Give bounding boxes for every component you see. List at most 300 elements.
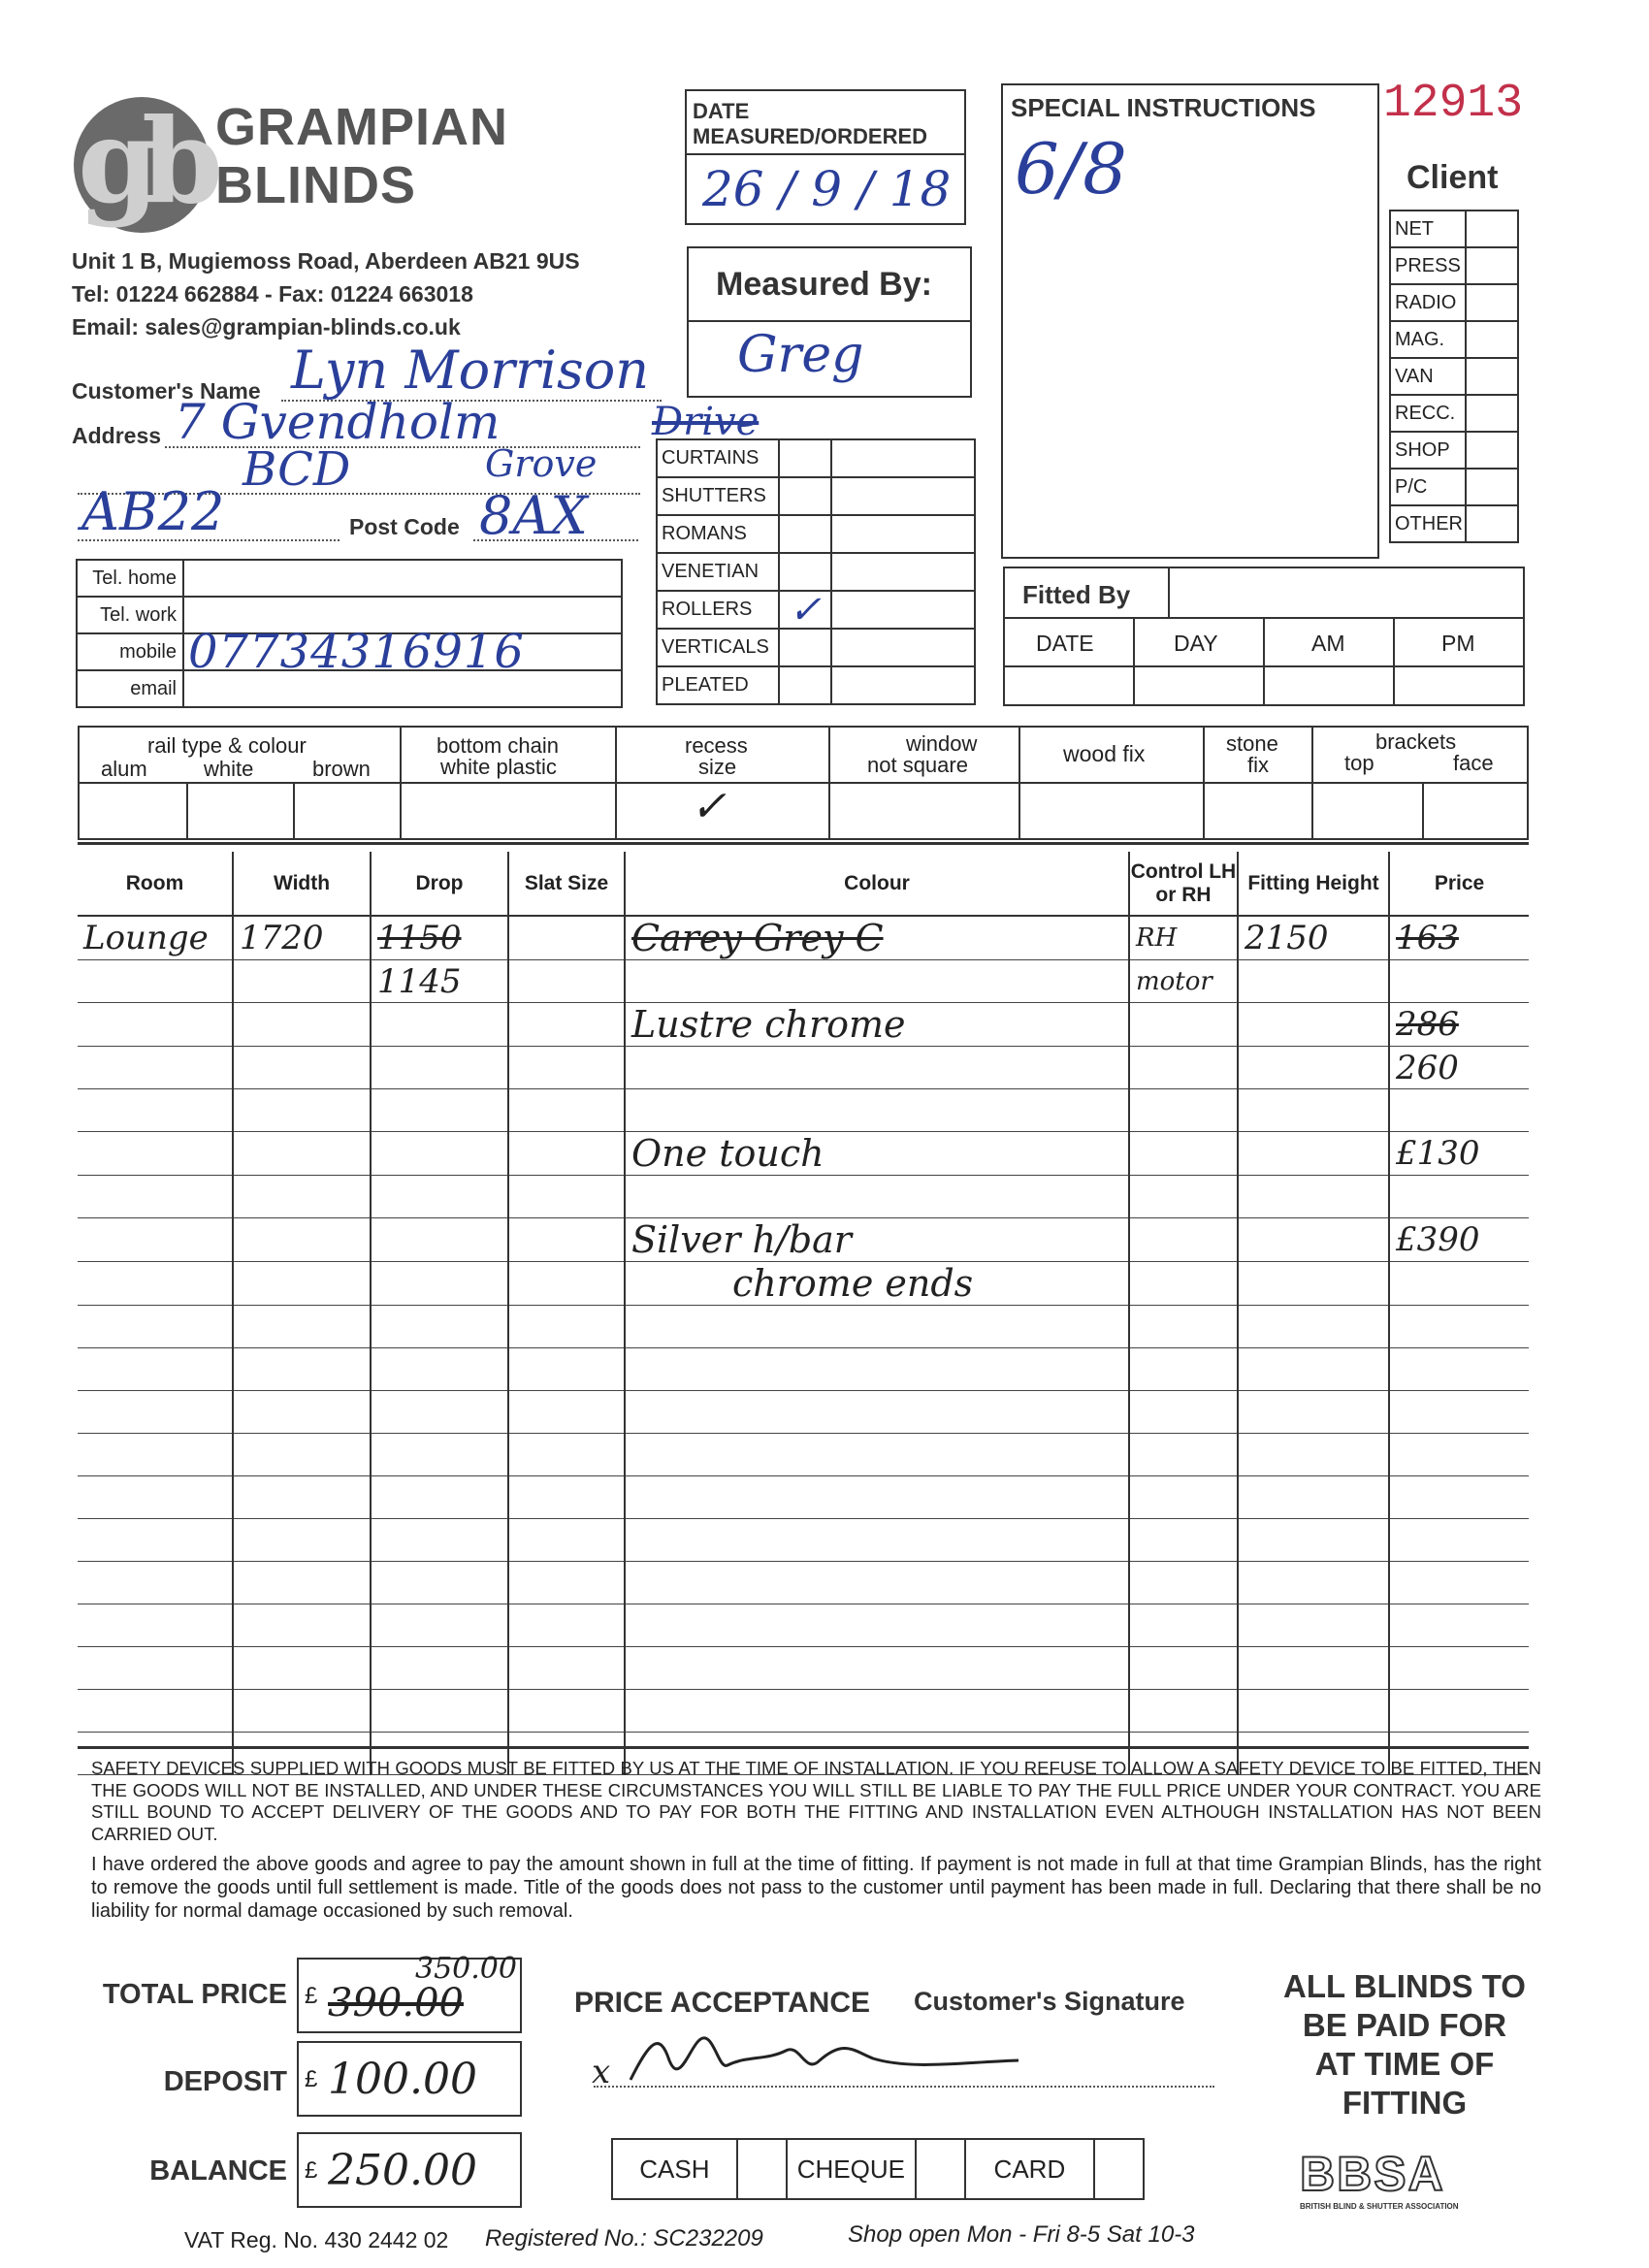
- order-cell-colour[interactable]: Silver h/bar: [625, 1218, 1129, 1262]
- product-type-row: [657, 629, 975, 666]
- payment-cash[interactable]: CASH: [612, 2139, 737, 2199]
- order-cell-drop[interactable]: [371, 1690, 508, 1733]
- order-cell-colour[interactable]: [625, 1604, 1129, 1647]
- order-cell-drop[interactable]: [371, 1391, 508, 1434]
- order-cell-width[interactable]: [233, 1690, 371, 1733]
- order-cell-drop[interactable]: [371, 1604, 508, 1647]
- order-cell-height[interactable]: [1238, 1089, 1389, 1132]
- product-type-table: [656, 438, 976, 705]
- registered-number: Registered No.: SC232209: [485, 2225, 763, 2252]
- order-cell-colour[interactable]: [625, 1176, 1129, 1218]
- order-cell-drop[interactable]: [371, 1132, 508, 1176]
- order-cell-control[interactable]: RH: [1129, 916, 1238, 960]
- order-cell-colour[interactable]: [625, 960, 1129, 1003]
- customer-name-value: Lyn Morrison: [291, 340, 650, 401]
- bottom-chain-label-2: white plastic: [440, 755, 557, 779]
- order-cell-drop[interactable]: [371, 1047, 508, 1089]
- client-option-checkbox[interactable]: [1466, 321, 1518, 358]
- fitted-by-box: [1003, 567, 1525, 706]
- product-type-label: SHUTTERS: [657, 477, 779, 515]
- order-cell-room[interactable]: [78, 1262, 233, 1306]
- deposit-value: 100.00: [328, 2055, 477, 2104]
- product-type-notes[interactable]: [831, 439, 975, 477]
- order-cell-slat[interactable]: [508, 1519, 625, 1562]
- special-instructions-value: 6/8: [1015, 128, 1127, 210]
- order-cell-price[interactable]: £390: [1389, 1218, 1529, 1262]
- client-option-row: [1390, 358, 1518, 395]
- order-cell-price[interactable]: [1389, 1391, 1529, 1434]
- order-cell-price[interactable]: [1389, 1562, 1529, 1604]
- order-cell-colour[interactable]: chrome ends: [625, 1262, 1129, 1306]
- order-cell-drop[interactable]: [371, 1519, 508, 1562]
- order-cell-slat[interactable]: [508, 1132, 625, 1176]
- order-cell-colour[interactable]: [625, 1690, 1129, 1733]
- order-cell-drop[interactable]: [371, 1218, 508, 1262]
- product-type-label: ROLLERS: [657, 591, 779, 629]
- notice-line4: FITTING: [1342, 2085, 1468, 2121]
- logo-monogram: gb: [78, 93, 206, 230]
- special-instructions-box: [1001, 83, 1379, 559]
- brand-name-line2: BLINDS: [215, 156, 416, 214]
- order-cell-slat[interactable]: [508, 1003, 625, 1047]
- order-cell-room[interactable]: [78, 1519, 233, 1562]
- date-measured-box: [685, 89, 966, 225]
- order-cell-width[interactable]: [233, 1262, 371, 1306]
- form-number: 12913: [1383, 78, 1524, 130]
- order-cell-control[interactable]: [1129, 1003, 1238, 1047]
- order-row: [78, 916, 1529, 960]
- signature-prefix: x: [592, 2053, 611, 2091]
- order-cell-height[interactable]: [1238, 1003, 1389, 1047]
- order-row: [78, 1306, 1529, 1348]
- order-cell-price[interactable]: £130: [1389, 1132, 1529, 1176]
- safety-notice: SAFETY DEVICES SUPPLIED WITH GOODS MUST BE FITTED BY US AT THE TIME OF INSTALLATION. IF YOU REFUSE TO ALLOW A SAFETY DEVICE TO BE FITTED, THEN THE GOODS WILL NOT BE INSTALLED, AND UNDER THESE CIRCUMSTANCES YOU WILL STILL BE LIABLE TO PAY THE FULL PRICE UNDER YOUR CONTRACT. YOU ARE STILL BOUND TO ACCEPT DELIVERY OF THE GOODS AND TO PAY FOR BOTH THE FITTING AND INSTALLATION EVEN ALTHOUGH INSTALLATION HAS NOT BEEN CARRIED OUT.: [91, 1758, 1541, 1844]
- balance-value: 250.00: [328, 2146, 477, 2195]
- order-cell-drop[interactable]: [371, 1003, 508, 1047]
- measured-by-box: [687, 246, 972, 398]
- order-cell-price[interactable]: [1389, 1306, 1529, 1348]
- order-cell-control[interactable]: [1129, 1132, 1238, 1176]
- order-cell-slat[interactable]: [508, 1690, 625, 1733]
- customer-signature: [621, 2022, 1028, 2090]
- col-colour: Colour: [625, 852, 1129, 916]
- product-type-checkbox[interactable]: [779, 553, 831, 591]
- fitted-pm-col: PM: [1441, 631, 1475, 656]
- order-row: [78, 1262, 1529, 1306]
- order-row: [78, 1047, 1529, 1089]
- client-option-row: [1390, 395, 1518, 432]
- client-option-checkbox[interactable]: [1466, 469, 1518, 505]
- order-cell-slat[interactable]: [508, 1434, 625, 1476]
- order-cell-drop[interactable]: [371, 1647, 508, 1690]
- balance-label: BALANCE: [149, 2155, 287, 2187]
- order-cell-room[interactable]: [78, 1562, 233, 1604]
- rail-brown-label: brown: [312, 757, 371, 781]
- address-line3: AB22: [81, 481, 225, 542]
- bottom-chain-label-1: bottom chain: [436, 733, 559, 758]
- order-cell-control[interactable]: [1129, 1306, 1238, 1348]
- order-cell-price[interactable]: [1389, 1604, 1529, 1647]
- order-cell-height[interactable]: [1238, 1218, 1389, 1262]
- order-cell-price[interactable]: [1389, 1519, 1529, 1562]
- order-cell-slat[interactable]: [508, 960, 625, 1003]
- order-cell-height[interactable]: [1238, 1562, 1389, 1604]
- product-type-row: [657, 439, 975, 477]
- order-row: [78, 1434, 1529, 1476]
- order-cell-colour[interactable]: [625, 1476, 1129, 1519]
- order-cell-colour[interactable]: Carey Grey C: [625, 916, 1129, 960]
- order-cell-room[interactable]: [78, 1089, 233, 1132]
- order-cell-price[interactable]: 260: [1389, 1047, 1529, 1089]
- order-cell-slat[interactable]: [508, 1176, 625, 1218]
- client-option-checkbox[interactable]: [1466, 432, 1518, 469]
- order-cell-slat[interactable]: [508, 1647, 625, 1690]
- client-option-label: PRESS: [1390, 247, 1466, 284]
- order-cell-drop[interactable]: 1150: [371, 916, 508, 960]
- signature-label: Customer's Signature: [914, 1987, 1185, 2016]
- recess-label-2: size: [698, 755, 737, 779]
- wood-fix-label: wood fix: [1063, 741, 1146, 766]
- order-row: [78, 960, 1529, 1003]
- order-cell-colour[interactable]: [625, 1306, 1129, 1348]
- order-cell-height[interactable]: 2150: [1238, 916, 1389, 960]
- col-control: Control LH or RH: [1129, 852, 1238, 916]
- company-address: Unit 1 B, Mugiemoss Road, Aberdeen AB21 9US: [72, 248, 580, 274]
- notice-line2: BE PAID FOR: [1302, 2007, 1507, 2043]
- order-cell-price[interactable]: [1389, 1176, 1529, 1218]
- order-cell-control[interactable]: [1129, 1262, 1238, 1306]
- client-option-checkbox[interactable]: [1466, 284, 1518, 321]
- order-cell-price[interactable]: [1389, 1434, 1529, 1476]
- order-cell-slat[interactable]: [508, 1348, 625, 1391]
- total-price-box: [297, 1952, 522, 2033]
- date-measured-value: 26 / 9 / 18: [702, 161, 952, 217]
- product-type-notes[interactable]: [831, 629, 975, 666]
- order-cell-slat[interactable]: [508, 1604, 625, 1647]
- product-type-notes[interactable]: [831, 591, 975, 629]
- client-option-row: [1390, 284, 1518, 321]
- order-cell-width[interactable]: [233, 1306, 371, 1348]
- client-option-row: [1390, 321, 1518, 358]
- total-price-value: 350.00: [415, 1952, 517, 1986]
- contact-value[interactable]: [183, 560, 622, 597]
- order-cell-room[interactable]: [78, 1604, 233, 1647]
- total-price-label: TOTAL PRICE: [102, 1979, 287, 2010]
- contact-label: email: [77, 670, 183, 707]
- order-cell-width[interactable]: [233, 1519, 371, 1562]
- order-cell-control[interactable]: [1129, 1604, 1238, 1647]
- payment-cheque[interactable]: CHEQUE: [787, 2139, 916, 2199]
- fitted-am-col: AM: [1311, 631, 1345, 656]
- recess-label-1: recess: [685, 733, 748, 758]
- fitted-day-col: DAY: [1174, 631, 1218, 656]
- payment-card-tick[interactable]: [1094, 2139, 1144, 2199]
- contact-label: Tel. home: [77, 560, 183, 597]
- order-cell-room[interactable]: [78, 1348, 233, 1391]
- order-cell-slat[interactable]: [508, 1089, 625, 1132]
- order-cell-height[interactable]: [1238, 1262, 1389, 1306]
- company-contact: Tel: 01224 662884 - Fax: 01224 663018: [72, 281, 473, 307]
- stone-fix-label-1: stone: [1226, 731, 1278, 756]
- client-source-table: [1389, 210, 1519, 543]
- order-cell-control[interactable]: [1129, 1690, 1238, 1733]
- contact-label: Tel. work: [77, 597, 183, 633]
- order-table: [78, 852, 1529, 1775]
- order-cell-drop[interactable]: [371, 1262, 508, 1306]
- col-room: Room: [78, 852, 233, 916]
- order-cell-colour[interactable]: [625, 1434, 1129, 1476]
- order-cell-price[interactable]: 286: [1389, 1003, 1529, 1047]
- address-line1: 7 Gvendholm: [175, 394, 501, 450]
- order-cell-colour[interactable]: [625, 1089, 1129, 1132]
- order-cell-colour[interactable]: [625, 1562, 1129, 1604]
- order-cell-room[interactable]: [78, 1391, 233, 1434]
- order-cell-width[interactable]: [233, 1348, 371, 1391]
- product-type-notes[interactable]: [831, 553, 975, 591]
- order-cell-height[interactable]: [1238, 960, 1389, 1003]
- stone-fix-label-2: fix: [1247, 753, 1269, 777]
- order-cell-height[interactable]: [1238, 1176, 1389, 1218]
- date-label-1: DATE: [693, 99, 750, 123]
- order-cell-height[interactable]: [1238, 1132, 1389, 1176]
- client-label: Client: [1406, 159, 1499, 196]
- client-option-label: VAN: [1390, 358, 1466, 395]
- order-cell-room[interactable]: [78, 1434, 233, 1476]
- order-cell-drop[interactable]: [371, 1562, 508, 1604]
- order-cell-height[interactable]: [1238, 1348, 1389, 1391]
- order-cell-width[interactable]: [233, 1089, 371, 1132]
- notice-line1: ALL BLINDS TO: [1283, 1968, 1526, 2004]
- order-cell-room[interactable]: [78, 1647, 233, 1690]
- window-label-1: window: [906, 731, 978, 756]
- payment-method-table: [611, 2138, 1145, 2200]
- product-type-notes[interactable]: [831, 666, 975, 704]
- client-option-label: MAG.: [1390, 321, 1466, 358]
- order-cell-price[interactable]: [1389, 1690, 1529, 1733]
- order-cell-price[interactable]: 163: [1389, 916, 1529, 960]
- order-cell-width[interactable]: [233, 1604, 371, 1647]
- order-row: [78, 1690, 1529, 1733]
- order-cell-control[interactable]: [1129, 1348, 1238, 1391]
- payment-card[interactable]: CARD: [965, 2139, 1094, 2199]
- order-cell-price[interactable]: [1389, 1089, 1529, 1132]
- order-cell-control[interactable]: motor: [1129, 960, 1238, 1003]
- product-type-checkbox[interactable]: ✓: [779, 591, 831, 629]
- order-cell-drop[interactable]: [371, 1089, 508, 1132]
- order-cell-width[interactable]: 1720: [233, 916, 371, 960]
- order-cell-price[interactable]: [1389, 1476, 1529, 1519]
- order-cell-room[interactable]: Lounge: [78, 916, 233, 960]
- order-cell-control[interactable]: [1129, 1562, 1238, 1604]
- brackets-label: brackets: [1375, 729, 1457, 754]
- order-cell-width[interactable]: [233, 1218, 371, 1262]
- client-option-checkbox[interactable]: [1466, 395, 1518, 432]
- order-row: [78, 1604, 1529, 1647]
- order-cell-room[interactable]: [78, 1476, 233, 1519]
- order-row: [78, 1391, 1529, 1434]
- order-cell-room[interactable]: [78, 1218, 233, 1262]
- order-cell-colour[interactable]: [625, 1519, 1129, 1562]
- client-option-label: RECC.: [1390, 395, 1466, 432]
- order-cell-control[interactable]: [1129, 1089, 1238, 1132]
- order-cell-drop[interactable]: 1145: [371, 960, 508, 1003]
- product-type-row: [657, 515, 975, 553]
- total-price-struck: 390.00: [328, 1981, 464, 2025]
- order-cell-room[interactable]: [78, 960, 233, 1003]
- col-slat-size: Slat Size: [508, 852, 625, 916]
- order-cell-price[interactable]: [1389, 1262, 1529, 1306]
- order-cell-width[interactable]: [233, 1476, 371, 1519]
- product-type-checkbox[interactable]: [779, 477, 831, 515]
- order-row: [78, 1218, 1529, 1262]
- total-currency: £: [305, 1983, 318, 2009]
- order-cell-control[interactable]: [1129, 1434, 1238, 1476]
- order-cell-height[interactable]: [1238, 1391, 1389, 1434]
- order-cell-slat[interactable]: [508, 916, 625, 960]
- measured-by-value: Greg: [737, 326, 864, 384]
- order-cell-slat[interactable]: [508, 1047, 625, 1089]
- order-cell-slat[interactable]: [508, 1391, 625, 1434]
- payment-cheque-tick[interactable]: [916, 2139, 965, 2199]
- order-cell-slat[interactable]: [508, 1476, 625, 1519]
- brand-name-line1: GRAMPIAN: [215, 98, 508, 156]
- order-cell-height[interactable]: [1238, 1690, 1389, 1733]
- order-cell-width[interactable]: [233, 960, 371, 1003]
- product-type-checkbox[interactable]: [779, 515, 831, 553]
- order-cell-height[interactable]: [1238, 1434, 1389, 1476]
- order-cell-width[interactable]: [233, 1047, 371, 1089]
- order-row: [78, 1519, 1529, 1562]
- order-cell-price[interactable]: [1389, 1348, 1529, 1391]
- order-cell-height[interactable]: [1238, 1047, 1389, 1089]
- fitted-by-label: Fitted By: [1022, 580, 1131, 609]
- product-type-notes[interactable]: [831, 515, 975, 553]
- order-cell-colour[interactable]: [625, 1647, 1129, 1690]
- client-option-checkbox[interactable]: [1466, 247, 1518, 284]
- order-cell-drop[interactable]: [371, 1348, 508, 1391]
- order-cell-width[interactable]: [233, 1391, 371, 1434]
- product-type-checkbox[interactable]: [779, 629, 831, 666]
- order-cell-slat[interactable]: [508, 1218, 625, 1262]
- order-cell-colour[interactable]: [625, 1047, 1129, 1089]
- product-type-row: [657, 477, 975, 515]
- deposit-box: [297, 2041, 522, 2117]
- fitted-date-col: DATE: [1036, 631, 1094, 656]
- col-price: Price: [1389, 852, 1529, 916]
- client-option-label: OTHER: [1390, 505, 1466, 542]
- notice-line3: AT TIME OF: [1314, 2046, 1495, 2082]
- date-label-2: MEASURED/ORDERED: [693, 124, 928, 148]
- order-cell-room[interactable]: [78, 1003, 233, 1047]
- order-cell-width[interactable]: [233, 1003, 371, 1047]
- order-row: [78, 1348, 1529, 1391]
- order-cell-slat[interactable]: [508, 1562, 625, 1604]
- rail-white-label: white: [204, 757, 254, 781]
- order-cell-width[interactable]: [233, 1647, 371, 1690]
- order-cell-drop[interactable]: [371, 1176, 508, 1218]
- client-option-row: [1390, 211, 1518, 247]
- product-type-label: VERTICALS: [657, 629, 779, 666]
- order-cell-control[interactable]: [1129, 1047, 1238, 1089]
- client-option-row: [1390, 247, 1518, 284]
- price-acceptance-label: PRICE ACCEPTANCE: [574, 1987, 871, 2019]
- order-cell-control[interactable]: [1129, 1218, 1238, 1262]
- client-option-row: [1390, 469, 1518, 505]
- order-cell-slat[interactable]: [508, 1306, 625, 1348]
- order-cell-control[interactable]: [1129, 1176, 1238, 1218]
- order-cell-drop[interactable]: [371, 1434, 508, 1476]
- shop-hours: Shop open Mon - Fri 8-5 Sat 10-3: [848, 2221, 1195, 2248]
- order-row: [78, 1089, 1529, 1132]
- order-row: [78, 1562, 1529, 1604]
- order-cell-width[interactable]: [233, 1176, 371, 1218]
- company-email: Email: sales@grampian-blinds.co.uk: [72, 314, 461, 340]
- order-cell-room[interactable]: [78, 1690, 233, 1733]
- order-cell-control[interactable]: [1129, 1647, 1238, 1690]
- product-type-notes[interactable]: [831, 477, 975, 515]
- order-cell-room[interactable]: [78, 1047, 233, 1089]
- order-cell-control[interactable]: [1129, 1519, 1238, 1562]
- balance-box: [297, 2132, 522, 2208]
- order-cell-drop[interactable]: [371, 1306, 508, 1348]
- order-cell-colour[interactable]: One touch: [625, 1132, 1129, 1176]
- order-cell-control[interactable]: [1129, 1391, 1238, 1434]
- payment-cash-tick[interactable]: [737, 2139, 787, 2199]
- order-cell-width[interactable]: [233, 1132, 371, 1176]
- product-type-label: CURTAINS: [657, 439, 779, 477]
- window-label-2: not square: [867, 753, 968, 777]
- order-cell-height[interactable]: [1238, 1476, 1389, 1519]
- order-cell-room[interactable]: [78, 1176, 233, 1218]
- order-cell-colour[interactable]: [625, 1391, 1129, 1434]
- client-option-label: NET: [1390, 211, 1466, 247]
- order-cell-width[interactable]: [233, 1562, 371, 1604]
- order-row: [78, 1176, 1529, 1218]
- product-type-label: ROMANS: [657, 515, 779, 553]
- product-type-checkbox[interactable]: [779, 439, 831, 477]
- product-type-row: [657, 591, 975, 629]
- brackets-face-label: face: [1453, 751, 1494, 775]
- client-option-label: RADIO: [1390, 284, 1466, 321]
- rail-type-label: rail type & colour: [147, 733, 307, 758]
- order-cell-colour[interactable]: [625, 1348, 1129, 1391]
- client-option-checkbox[interactable]: [1466, 211, 1518, 247]
- order-cell-height[interactable]: [1238, 1306, 1389, 1348]
- order-cell-price[interactable]: [1389, 960, 1529, 1003]
- order-cell-control[interactable]: [1129, 1476, 1238, 1519]
- order-cell-width[interactable]: [233, 1434, 371, 1476]
- contact-value[interactable]: 07734316916: [183, 633, 622, 670]
- order-cell-slat[interactable]: [508, 1262, 625, 1306]
- measured-by-label: Measured By:: [716, 266, 932, 303]
- order-cell-colour[interactable]: Lustre chrome: [625, 1003, 1129, 1047]
- client-option-checkbox[interactable]: [1466, 505, 1518, 542]
- order-cell-height[interactable]: [1238, 1519, 1389, 1562]
- order-cell-height[interactable]: [1238, 1647, 1389, 1690]
- order-cell-room[interactable]: [78, 1306, 233, 1348]
- recess-check-mark: ✓: [691, 782, 727, 831]
- client-option-row: [1390, 505, 1518, 542]
- order-cell-height[interactable]: [1238, 1604, 1389, 1647]
- order-cell-price[interactable]: [1389, 1647, 1529, 1690]
- product-type-checkbox[interactable]: [779, 666, 831, 704]
- client-option-checkbox[interactable]: [1466, 358, 1518, 395]
- order-cell-drop[interactable]: [371, 1476, 508, 1519]
- contact-row: [77, 633, 622, 670]
- deposit-currency: £: [305, 2066, 318, 2092]
- bbsa-caption: BRITISH BLIND & SHUTTER ASSOCIATION: [1300, 2202, 1459, 2211]
- order-cell-room[interactable]: [78, 1132, 233, 1176]
